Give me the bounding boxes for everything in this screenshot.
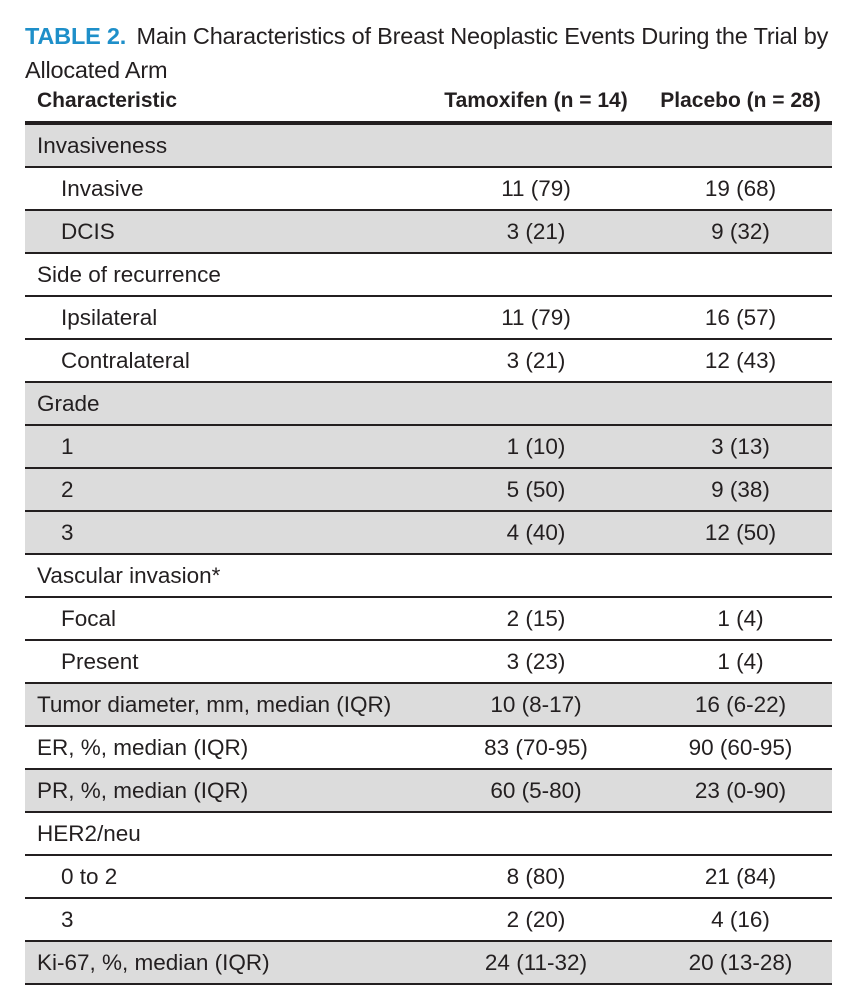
tamoxifen-value [423, 123, 649, 167]
table-row [25, 812, 832, 855]
tamoxifen-value: 2 (15) [423, 597, 649, 640]
placebo-value: 21 (84) [649, 855, 832, 898]
table-row [25, 769, 832, 812]
placebo-value: 9 (38) [649, 468, 832, 511]
placebo-value: 16 (57) [649, 296, 832, 339]
placebo-value: 19 (68) [649, 167, 832, 210]
table-row [25, 511, 832, 554]
row-label: 1 [25, 425, 423, 468]
tamoxifen-value [423, 253, 649, 296]
tamoxifen-value: 1 (10) [423, 425, 649, 468]
placebo-value: 4 (16) [649, 898, 832, 941]
row-label: 3 [25, 511, 423, 554]
tamoxifen-value: 3 (21) [423, 339, 649, 382]
table-title: Main Characteristics of Breast Neoplastic Events During the Trial by Allocated Arm [25, 23, 829, 83]
header-tamoxifen: Tamoxifen (n = 14) [423, 81, 649, 123]
row-label: 0 to 2 [25, 855, 423, 898]
placebo-value [649, 812, 832, 855]
table-caption [25, 19, 840, 87]
row-label: PR, %, median (IQR) [25, 769, 423, 812]
placebo-value: 20 (13-28) [649, 941, 832, 984]
table-row [25, 726, 832, 769]
row-label: Tumor diameter, mm, median (IQR) [25, 683, 423, 726]
tamoxifen-value: 5 (50) [423, 468, 649, 511]
row-label: Focal [25, 597, 423, 640]
table-row [25, 683, 832, 726]
placebo-value: 23 (0-90) [649, 769, 832, 812]
row-label: 3 [25, 898, 423, 941]
row-label: HER2/neu [25, 812, 423, 855]
tamoxifen-value: 3 (21) [423, 210, 649, 253]
row-label: Invasiveness [25, 123, 423, 167]
tamoxifen-value: 11 (79) [423, 167, 649, 210]
table-row [25, 123, 832, 167]
row-label: Invasive [25, 167, 423, 210]
table-row [25, 253, 832, 296]
row-label: ER, %, median (IQR) [25, 726, 423, 769]
table-row [25, 640, 832, 683]
row-label: DCIS [25, 210, 423, 253]
tamoxifen-value: 11 (79) [423, 296, 649, 339]
tamoxifen-value [423, 382, 649, 425]
placebo-value [649, 253, 832, 296]
row-label: Ki-67, %, median (IQR) [25, 941, 423, 984]
row-label: Present [25, 640, 423, 683]
table-row [25, 941, 832, 984]
tamoxifen-value: 8 (80) [423, 855, 649, 898]
placebo-value: 1 (4) [649, 640, 832, 683]
placebo-value: 3 (13) [649, 425, 832, 468]
table-row [25, 425, 832, 468]
table-row [25, 597, 832, 640]
row-label: Vascular invasion* [25, 554, 423, 597]
header-row [25, 81, 832, 123]
tamoxifen-value: 24 (11-32) [423, 941, 649, 984]
table-row [25, 210, 832, 253]
table-row [25, 339, 832, 382]
table-row [25, 468, 832, 511]
tamoxifen-value [423, 554, 649, 597]
tamoxifen-value: 60 (5-80) [423, 769, 649, 812]
characteristics-table [25, 81, 832, 985]
table-number: TABLE 2. [25, 23, 127, 49]
row-label: Contralateral [25, 339, 423, 382]
placebo-value [649, 554, 832, 597]
row-label: Side of recurrence [25, 253, 423, 296]
table-row [25, 296, 832, 339]
tamoxifen-value: 4 (40) [423, 511, 649, 554]
table-row [25, 382, 832, 425]
placebo-value: 90 (60-95) [649, 726, 832, 769]
tamoxifen-value [423, 812, 649, 855]
row-label: 2 [25, 468, 423, 511]
placebo-value: 12 (43) [649, 339, 832, 382]
header-characteristic: Characteristic [25, 81, 423, 123]
header-placebo: Placebo (n = 28) [649, 81, 832, 123]
tamoxifen-value: 10 (8-17) [423, 683, 649, 726]
placebo-value: 1 (4) [649, 597, 832, 640]
tamoxifen-value: 83 (70-95) [423, 726, 649, 769]
table-row [25, 167, 832, 210]
table-row [25, 898, 832, 941]
tamoxifen-value: 2 (20) [423, 898, 649, 941]
table-row [25, 855, 832, 898]
table-row [25, 554, 832, 597]
placebo-value: 12 (50) [649, 511, 832, 554]
placebo-value [649, 382, 832, 425]
placebo-value [649, 123, 832, 167]
row-label: Ipsilateral [25, 296, 423, 339]
row-label: Grade [25, 382, 423, 425]
placebo-value: 16 (6-22) [649, 683, 832, 726]
placebo-value: 9 (32) [649, 210, 832, 253]
tamoxifen-value: 3 (23) [423, 640, 649, 683]
